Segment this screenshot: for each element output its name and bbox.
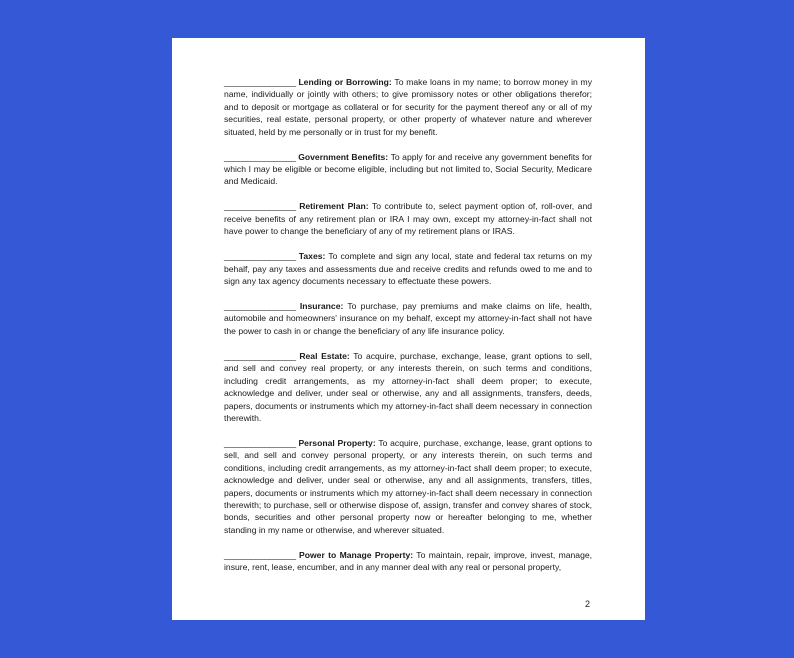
section-manage-property bbox=[224, 549, 592, 574]
initial-blank: ________________ bbox=[224, 77, 296, 87]
section-government-benefits bbox=[224, 151, 592, 188]
document-body bbox=[224, 76, 592, 586]
section-text: To maintain, repair, improve, invest, manage, insure, rent, lease, encumber, and in any manner deal with any real or personal property, bbox=[224, 549, 593, 573]
section-lending bbox=[224, 76, 592, 138]
initial-blank: ________________ bbox=[224, 151, 296, 162]
page-number: 2 bbox=[585, 599, 591, 609]
section-insurance bbox=[224, 300, 592, 337]
section-text: To apply for and receive any government benefits for which I may be eligible or become eligible, including but not limited to, Social Security, Medicare and Medicaid. bbox=[224, 151, 592, 187]
initial-blank: ________________ bbox=[224, 437, 296, 448]
section-heading: Retirement Plan: bbox=[299, 201, 369, 212]
section-heading: Lending or Borrowing: bbox=[298, 77, 392, 87]
section-heading: Personal Property: bbox=[298, 437, 376, 448]
initial-blank: ________________ bbox=[224, 201, 296, 212]
section-heading: Real Estate: bbox=[299, 350, 350, 361]
section-heading: Power to Manage Property: bbox=[299, 549, 414, 560]
section-text: To make loans in my name; to borrow money in my name, individually or jointly with others; to give promissory notes or other obligations therefor; and to deposit or mortgage as collateral or for security for the payment thereof any or all of my securities, real estate, personal property, or other property of whatever nature and wherever situated, held by me personally or in trust for my benefit. bbox=[224, 77, 593, 137]
initial-blank: ________________ bbox=[224, 301, 296, 312]
section-heading: Taxes: bbox=[298, 251, 326, 262]
section-text: To acquire, purchase, exchange, lease, grant options to sell, and sell and convey personal property, or any interests therein, on such terms and conditions, including credit arrangements, as my attorney-in-fact shall deem proper; to execute, acknowledge and deliver, under seal or otherwise, any and all assignments, transfers, titles, papers, documents or instruments which my attorney-in-fact shall deem necessary in connection therewith; to purchase, sell or otherwise dispose of, assign, transfer and convey shares of stock, bonds, securities and other personal property now or hereafter belonging to me, whether standing in my name or otherwise, and wherever situated. bbox=[224, 437, 593, 535]
section-text: To purchase, pay premiums and make claims on life, health, automobile and homeowners' insurance on my behalf, except my attorney-in-fact shall not have the power to cash in or change the beneficiary of any life insurance policy. bbox=[224, 301, 592, 336]
initial-blank: ________________ bbox=[224, 549, 296, 560]
section-heading: Insurance: bbox=[299, 301, 344, 312]
initial-blank: ________________ bbox=[224, 251, 296, 262]
document-page bbox=[172, 38, 645, 620]
section-text: To contribute to, select payment option of, roll-over, and receive benefits of any retirement plan or IRA I may own, except my attorney-in-fact shall not have power to change the beneficiary of any of my retirement plans or IRAS. bbox=[224, 201, 593, 237]
section-text: To acquire, purchase, exchange, lease, grant options to sell, and sell and convey real property, or any interests therein, on such terms and conditions, including credit arrangements, as my attorney-in-fact shall deem proper; to execute, acknowledge and deliver, under seal or otherwise, any and all assignments, transfers, deeds, papers, documents or instruments which my attorney-in-fact shall deem necessary in connection therewith. bbox=[224, 350, 592, 423]
section-taxes bbox=[224, 250, 592, 287]
section-personal-property bbox=[224, 437, 592, 536]
section-heading: Government Benefits: bbox=[298, 151, 389, 162]
initial-blank: ________________ bbox=[224, 350, 296, 361]
section-retirement-plan bbox=[224, 200, 592, 237]
section-real-estate bbox=[224, 350, 592, 424]
section-text: To complete and sign any local, state and federal tax returns on my behalf, pay any taxes and assessments due and receive credits and refunds owed to me and to sign any tax agency documents necessary to effectuate these powers. bbox=[224, 251, 593, 287]
